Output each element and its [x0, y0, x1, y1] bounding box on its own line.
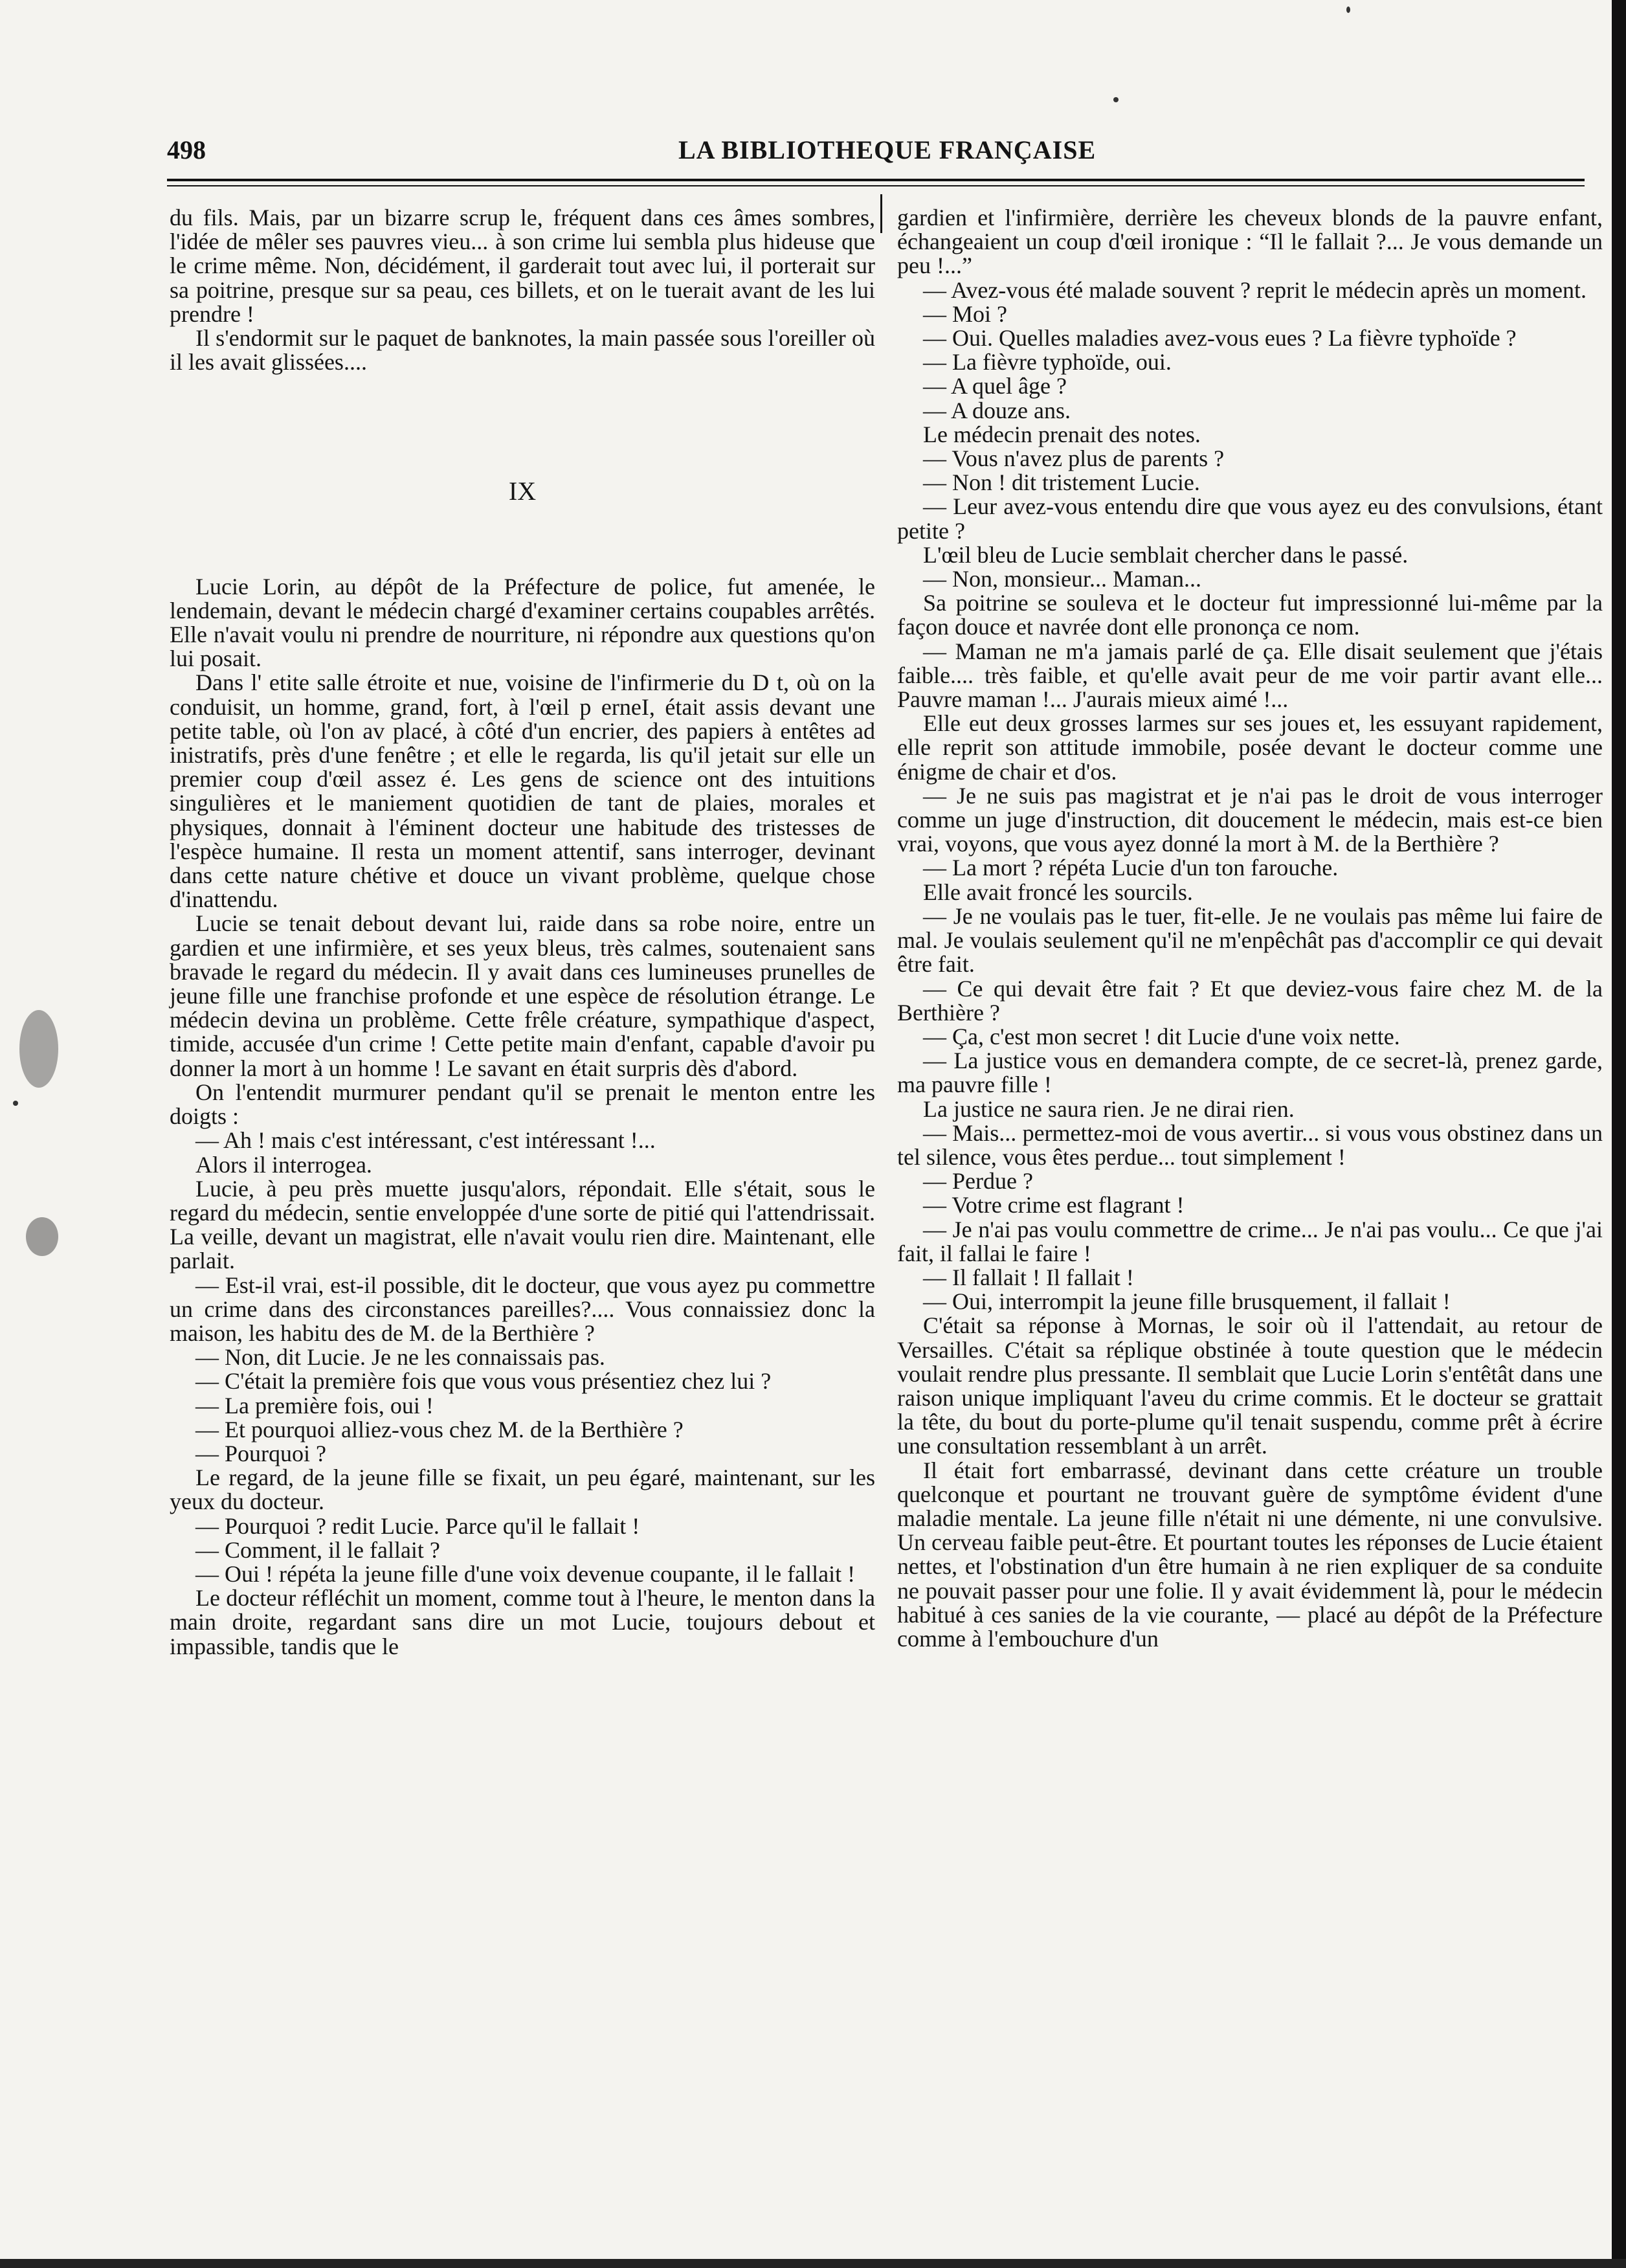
paragraph: — Votre crime est flagrant ! — [923, 1192, 1185, 1218]
paragraph: — Oui ! répéta la jeune fille d'une voix devenue coupante, il le fallait ! — [195, 1560, 856, 1587]
chapter-heading: IX — [508, 477, 537, 506]
paragraph: gardien et l'infirmière, derrière les cheveux blonds de la pauvre enfant, échangeaient un coup d'œil ironique : “Il le fallait ?... Je vous demande un peu !...” — [897, 205, 1603, 279]
paragraph: Lucie se tenait debout devant lui, raide dans sa robe noire, entre un gardien et une infirmière, et ses yeux bleus, très calmes, soutenaient sans bravade le regard du médecin. Il y avait dans ces lumineuses prunelles de jeune fille une franchise profonde et une espèce de résolution étrange. Le médecin devina un problème. Cette frêle créature, sympathique d'aspect, timide, accusée d'un crime ! Cette petite main d'enfant, capable d'avoir pu donner la mort à un homme ! Le savant en était surpris dès d'abord. — [170, 910, 875, 1081]
paragraph: — Maman ne m'a jamais parlé de ça. Elle disait seulement que j'étais faible.... très faible, et qu'elle avait peur de me voir partir avant elle... Pauvre maman !... J'aurais mieux aimé !... — [897, 638, 1603, 713]
paragraph: Sa poitrine se souleva et le docteur fut impressionné lui-même par la façon douce et navrée dont elle prononça ce nom. — [897, 590, 1603, 640]
column-separator — [880, 194, 882, 233]
paragraph: Il était fort embarrassé, devinant dans cette créature un trouble quelconque et pourtant ne trouvant guère de symptôme évident d'une maladie mentale. La jeune fille n'était ni une démente, ni une convulsive. Un cerveau faible peut-être. Et pourtant toutes les réponses de Lucie étaient nettes, et l'obstination d'un être humain à ne rien expliquer de sa conduite ne pouvait passer pour une folie. Il y avait évidemment là, pour le médecin habitué à ces sanies de la vie courante, — placé au dépôt de la Préfecture comme à l'embouchure d'un — [897, 1457, 1603, 1652]
paragraph: — Non, dit Lucie. Je ne les connaissais pas. — [195, 1344, 605, 1371]
paragraph: — Et pourquoi alliez-vous chez M. de la Berthière ? — [195, 1416, 684, 1443]
paragraph: — La mort ? répéta Lucie d'un ton farouche. — [923, 855, 1339, 881]
scan-speck — [1346, 6, 1350, 13]
paragraph: — Non ! dit tristement Lucie. — [923, 469, 1200, 496]
paragraph: — Oui, interrompit la jeune fille brusquement, il fallait ! — [923, 1288, 1451, 1315]
paragraph: — Est-il vrai, est-il possible, dit le docteur, que vous ayez pu commettre un crime dans des circonstances pareilles?.... Vous connaissiez donc la maison, les habitu des de M. de la Berthière ? — [170, 1272, 875, 1346]
paragraph: — La première fois, oui ! — [195, 1392, 434, 1419]
left-column — [170, 206, 875, 1659]
paragraph: — Ce qui devait être fait ? Et que deviez-vous faire chez M. de la Berthière ? — [897, 975, 1603, 1026]
page-header — [167, 135, 1585, 170]
paragraph: Il s'endormit sur le paquet de banknotes, la main passée sous l'oreiller où il les avait glissées.... — [170, 325, 875, 376]
scan-speck — [19, 1010, 58, 1088]
paragraph: Lucie Lorin, au dépôt de la Préfecture de police, fut amenée, le lendemain, devant le médecin chargé d'examiner certains coupables arrêtés. Elle n'avait voulu ni prendre de nourriture, ni répondre aux questions qu'on lui posait. — [170, 573, 875, 672]
paragraph: C'était sa réponse à Mornas, le soir où il l'attendait, au retour de Versailles. C'était sa réplique obstinée à toute question que le médecin voulait rendre plus pressante. Il semblait que Lucie Lorin s'entêtât dans une raison unique impliquant l'aveu du crime commis. Et le docteur se grattait la tête, du bout du porte-plume qu'il tenait suspendu, comme prêt à écrire une consultation ressemblant à un arrêt. — [897, 1312, 1603, 1459]
page-bottom-edge — [0, 2259, 1626, 2268]
paragraph: — Oui. Quelles maladies avez-vous eues ? La fièvre typhoïde ? — [923, 325, 1517, 352]
running-title: LA BIBLIOTHEQUE FRANÇAISE — [678, 135, 1097, 164]
paragraph: Elle eut deux grosses larmes sur ses joues et, les essuyant rapidement, elle reprit son attitude immobile, posée devant le docteur comme une énigme de chair et d'os. — [897, 710, 1603, 785]
scan-speck — [1113, 97, 1119, 102]
paragraph: — A quel âge ? — [923, 373, 1067, 399]
paragraph: On l'entendit murmurer pendant qu'il se prenait le menton entre les doigts : — [170, 1079, 875, 1130]
paragraph: Alors il interrogea. — [195, 1151, 372, 1178]
paragraph: du fils. Mais, par un bizarre scrup le, fréquent dans ces âmes sombres, l'idée de mêler ses pauvres vieu... à son crime lui sembla plus hideuse que le crime même. Non, décidément, il garderait tout avec lui, il porterait sur sa poitrine, presque sur sa peau, ces billets, et on le tuerait avant de les lui prendre ! — [170, 205, 875, 327]
page-edge-shadow — [1612, 0, 1626, 2268]
paragraph: — La fièvre typhoïde, oui. — [923, 349, 1172, 376]
header-rule-thick — [167, 179, 1585, 181]
paragraph: Le médecin prenait des notes. — [923, 421, 1201, 447]
paragraph: — Moi ? — [923, 300, 1007, 327]
paragraph: — Mais... permettez-moi de vous avertir... si vous vous obstinez dans un tel silence, vous êtes perdue... tout simplement ! — [897, 1119, 1603, 1170]
scan-speck — [26, 1217, 58, 1256]
paragraph: L'œil bleu de Lucie semblait chercher dans le passé. — [923, 541, 1409, 568]
paragraph: Le regard, de la jeune fille se fixait, un peu égaré, maintenant, sur les yeux du docteur. — [170, 1465, 875, 1515]
paragraph: La justice ne saura rien. Je ne dirai rien. — [923, 1095, 1295, 1122]
paragraph: — Pourquoi ? redit Lucie. Parce qu'il le fallait ! — [195, 1512, 640, 1539]
right-column — [897, 206, 1603, 1651]
page-number: 498 — [167, 135, 206, 164]
paragraph: — Ah ! mais c'est intéressant, c'est intéressant !... — [195, 1127, 656, 1154]
scan-speck — [13, 1101, 18, 1106]
paragraph: — La justice vous en demandera compte, de ce secret-là, prenez garde, ma pauvre fille ! — [897, 1048, 1603, 1098]
paragraph: — C'était la première fois que vous vous présentiez chez lui ? — [195, 1368, 772, 1395]
paragraph: Elle avait froncé les sourcils. — [923, 879, 1193, 905]
paragraph: — Ça, c'est mon secret ! dit Lucie d'une voix nette. — [923, 1023, 1400, 1050]
paragraph: — A douze ans. — [923, 397, 1071, 423]
paragraph: — Comment, il le fallait ? — [195, 1536, 440, 1563]
paragraph: — Vous n'avez plus de parents ? — [923, 445, 1225, 472]
paragraph: — Je ne voulais pas le tuer, fit-elle. Je ne voulais pas même lui faire de mal. Je voulais seulement qu'il ne m'enpêchât pas d'accomplir ce qui devait être fait. — [897, 903, 1603, 978]
paragraph: — Je ne suis pas magistrat et je n'ai pas le droit de vous interroger comme un juge d'instruction, dit doucement le médecin, mais est-ce bien vrai, voyons, que vous ayez donné la mort à M. de la Berthière ? — [897, 782, 1603, 857]
paragraph: Le docteur réfléchit un moment, comme tout à l'heure, le menton dans la main droite, regardant sans dire un mot Lucie, toujours debout et impassible, tandis que le — [170, 1585, 875, 1659]
paragraph: — Avez-vous été malade souvent ? reprit le médecin après un moment. — [923, 276, 1587, 303]
paragraph: Lucie, à peu près muette jusqu'alors, répondait. Elle s'était, sous le regard du médecin, sentie enveloppée d'une sorte de pitié qui l'attendrissait. La veille, devant un magistrat, elle n'avait voulu rien dire. Maintenant, elle parlait. — [170, 1175, 875, 1274]
paragraph: — Perdue ? — [923, 1168, 1033, 1195]
paragraph: Dans l' etite salle étroite et nue, voisine de l'infirmerie du D t, où on la conduisit, un homme, grand, fort, à l'œil p erneI, était assis devant une petite table, où l'on av placé, à côté d'un encrier, des papiers à entêtes ad inistratifs, près d'une fenêtre ; et elle le regarda, lis qu'il jetait sur elle un premier coup d'œil assez é. Les gens de science ont des intuitions singulières et le maniement quotidien de tant de plaies, morales et physiques, donnait à l'éminent docteur une habitude des tristesses de l'espèce humaine. Il resta un moment attentif, sans interroger, devinant dans cette nature chétive et douce un vivant problème, quelque chose d'inattendu. — [170, 669, 875, 913]
header-rule-thin — [167, 185, 1585, 186]
paragraph: — Non, monsieur... Maman... — [923, 566, 1201, 592]
paragraph: — Il fallait ! Il fallait ! — [923, 1264, 1134, 1290]
paragraph: — Pourquoi ? — [195, 1440, 326, 1466]
paragraph: — Leur avez-vous entendu dire que vous ayez eu des convulsions, étant petite ? — [897, 493, 1603, 544]
paragraph: — Je n'ai pas voulu commettre de crime... Je n'ai pas voulu... Ce que j'ai fait, il fallai le faire ! — [897, 1216, 1603, 1266]
